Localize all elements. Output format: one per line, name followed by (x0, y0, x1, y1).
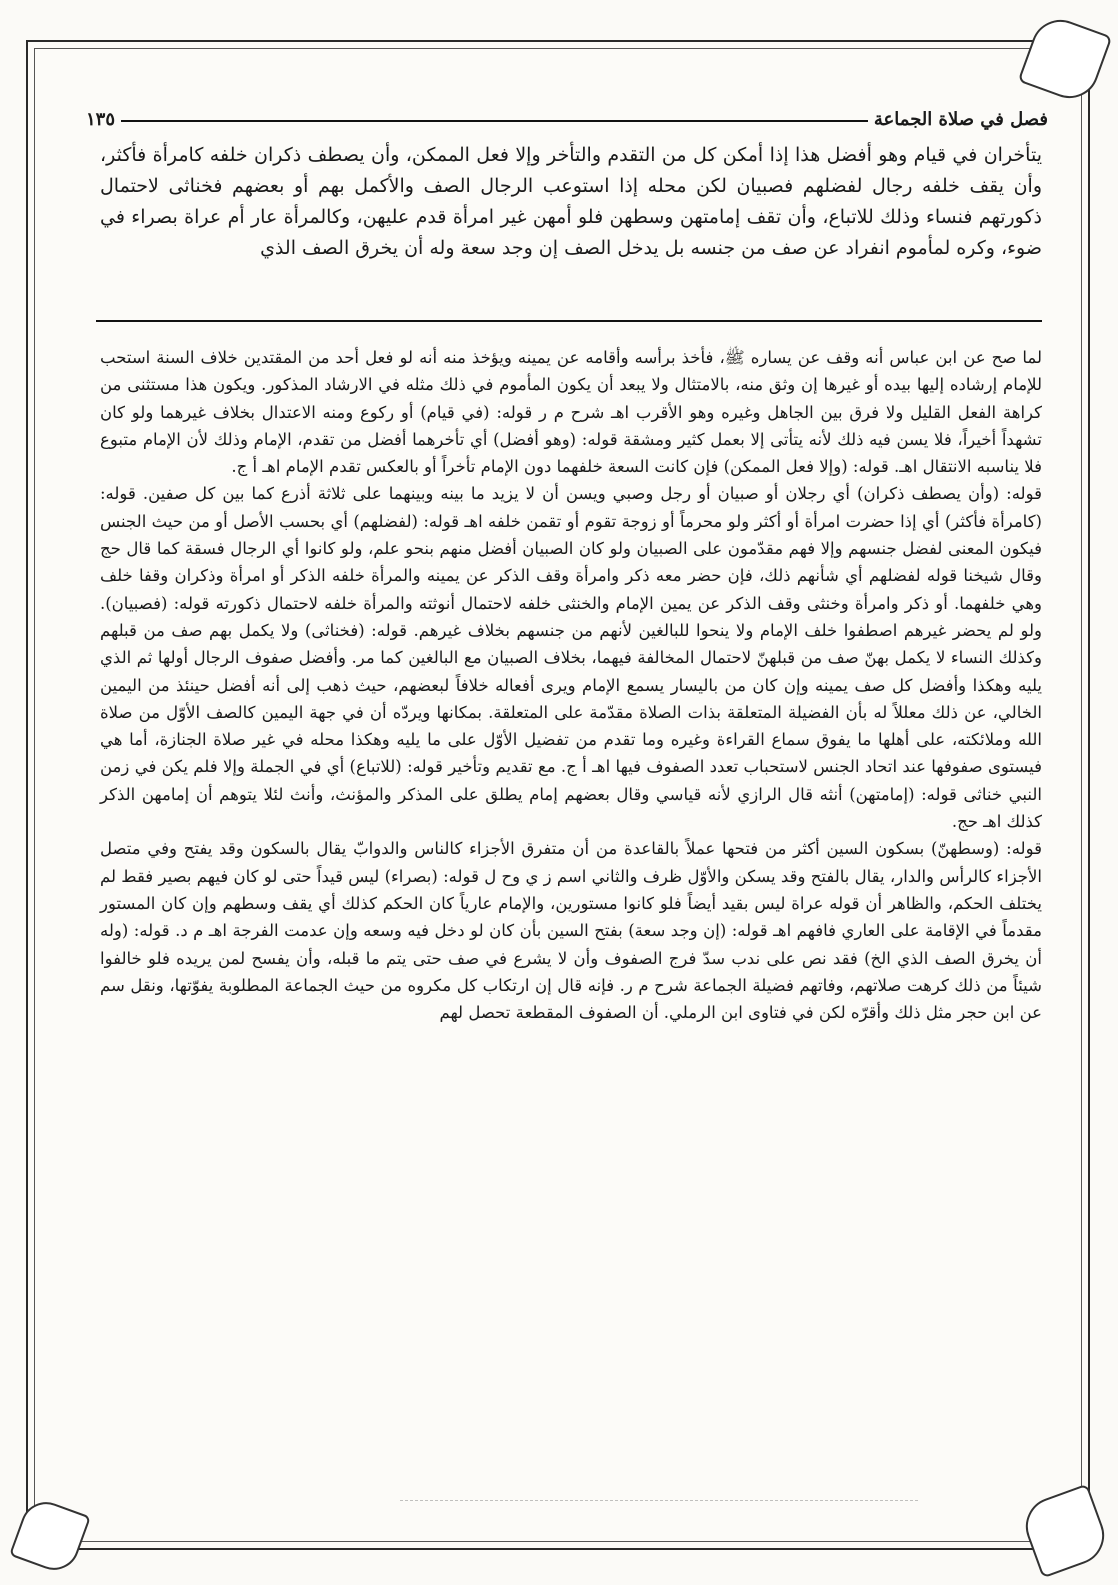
page-number: ١٣٥ (86, 109, 116, 130)
running-header (86, 96, 1048, 130)
commentary-paragraph: قوله: (وأن يصطف ذكران) أي رجلان أو صبيان أو رجل وصبي ويسن أن لا يزيد ما بينه وبينهما على ثلاثة أذرع كما بين كل صفين. قوله: (كامرأة فأكثر) أي إذا حضرت امرأة أو أكثر ولو محرماً أو زوجة تقوم أو تقمن خلفه اهـ قوله: (لفضلهم) أي بحسب الأصل أو من حيث الجنس فيكون المعنى لفضل جنسهم وإلا فهم مقدّمون على الصبيان ولو كان الصبيان أفضل منهم بنحو علم، ولو كانوا أي الرجال فسقة كما قال حج وقال شيخنا قوله لفضلهم أي شأنهم ذلك، فإن حضر معه ذكر وامرأة وقف الذكر عن يمينه والمرأة خلفه الذكر أو امرأة وذكران وقفا خلف وهي خلفهما. أو ذكر وامرأة وخنثى وقف الذكر عن يمين الإمام والخنثى خلفه لاحتمال أنوثته والمرأة خلفه لاحتمال ذكورته قوله: (فصبيان). ولو لم يحضر غيرهم اصطفوا خلف الإمام ولا ينحوا للبالغين لأنهم من جنسهم بخلاف غيرهم. قوله: (فخناثى) ولا يكمل بهم صف من قبلهم وكذلك النساء لا يكمل بهنّ صف من قبلهنّ لاحتمال المخالفة فيهما، بخلاف الصبيان مع البالغين كما مر. وأفضل صفوف الرجال أولها ثم الذي يليه وهكذا وأفضل كل صف يمينه وإن كان من باليسار يسمع الإمام ويرى أفعاله خلافاً لبعضهم، حيث ذهب إلى أنه أفضل حينئذ من اليمين الخالي، عن ذلك معللاً له بأن الفضيلة المتعلقة بذات الصلاة مقدّمة على المتعلقة. بمكانها ويردّه أن في جهة اليمين كالصف الأوّل من صلاة الله وملائكته، على أهلها ما يفوق سماع القراءة وغيره وما تقدم من تفضيل الأوّل على ما يليه وهكذا محله في غير صلاة الجنازة، أما هي فيستوى صفوفها عند اتحاد الجنس لاستحباب تعدد الصفوف فيها اهـ أ ج. مع تقديم وتأخير قوله: (للاتباع) أي في الجملة وإلا فلم يكن في زمن النبي خناثى قوله: (إمامتهن) أنثه قال الرازي لأنه قياسي وقال بعضهم إمام يطلق على المذكر والمؤنث، وأنث لئلا يتوهم أن إمامهن الذكر كذلك اهـ حج. (100, 484, 1042, 832)
commentary-paragraph: لما صح عن ابن عباس أنه وقف عن يساره ﷺ، فأخذ برأسه وأقامه عن يمينه ويؤخذ منه أنه لو فعل أحد من المقتدين خلاف السنة استحب للإمام إرشاده إليها بيده أو غيرها إن وثق منه، بالامتثال ولا يبعد أن يكون المأموم في ذلك مثله في الارشاد المذكور. ويكون هذا مستثنى من كراهة الفعل القليل ولا فرق بين الجاهل وغيره وهو الأقرب اهـ شرح م ر قوله: (في قيام) أو ركوع ومنه الاعتدال بخلاف غيرهما ولو كان تشهداً أخيراً، فلا يسن فيه ذلك لأنه يتأتى إلا بعمل كثير ومشقة قوله: (وهو أفضل) أي تأخرهما أفضل من تقدم، الإمام وذلك لأن الإمام متبوع فلا يناسبه الانتقال اهـ. قوله: (وإلا فعل الممكن) فإن كانت السعة خلفهما دون الإمام تأخراً أو بالعكس تقدم الإمام اهـ أ ج. (100, 348, 1042, 477)
commentary (100, 344, 1042, 1454)
header-rule (121, 120, 868, 122)
chapter-title: فصل في صلاة الجماعة (873, 109, 1048, 130)
footnote-separator (96, 320, 1042, 322)
scroll-ornament-bottom-left (9, 1495, 91, 1577)
main-text: يتأخران في قيام وهو أفضل هذا إذا أمكن كل من التقدم والتأخر وإلا فعل الممكن، وأن يصطف ذكران خلفه كامرأة فأكثر، وأن يقف خلفه رجال لفضلهم فصبيان لكن محله إذا استوعب الرجال الصف والأكمل بهم أو بعضهم فخناثى لاحتمال ذكورتهم فنساء وذلك للاتباع، وأن تقف إمامتهن وسطهن فلو أمهن غير امرأة قدم عليهن، وكالمرأة عار أم عراة بصراء في ضوء، وكره لمأموم انفراد عن صف من جنسه بل يدخل الصف إن وجد سعة وله أن يخرق الصف الذي (100, 144, 1042, 259)
bottom-decoration (400, 1500, 918, 1501)
commentary-paragraph: قوله: (وسطهنّ) بسكون السين أكثر من فتحها عملاً بالقاعدة من أن متفرق الأجزاء كالناس والدوابّ يقال بالسكون وقد يفتح وفي متصل الأجزاء كالرأس والدار، يقال بالفتح وقد يسكن والأوّل ظرف والثاني اسم ز ي وح ل قوله: (بصراء) ليس قيداً حتى لو كان فيهم بصير فقط لم يختلف الحكم، والظاهر أن قوله عراة ليس بقيد أيضاً فلو كانوا مستورين، والإمام عارياً كان الحكم كذلك أي يقف وسطهم وإن كان المستور مقدماً في الإقامة على العاري فافهم اهـ قوله: (إن وجد سعة) بفتح السين بأن كان لو دخل فيه وسعه وإن عدمت الفرجة اهـ م د. قوله: (وله أن يخرق الصف الذي الخ) فقد نص على ندب سدّ فرج الصفوف وأن لا يشرع في صف حتى يتم ما قبله، وأن يفسح لمن يريده فلو خالفوا شيئاً من ذلك كرهت صلاتهم، وفاتهم فضيلة الجماعة شرح م ر. فإنه قال إن ارتكاب كل مكروه من حيث الجماعة المطلوبة يفوّتها، ونقل سم عن ابن حجر مثل ذلك وأقرّه لكن في فتاوى ابن الرملي. أن الصفوف المقطعة تحصل لهم (100, 839, 1042, 1023)
scroll-ornament-bottom-right (1018, 1484, 1113, 1579)
scroll-ornament-top-right (1018, 12, 1113, 107)
